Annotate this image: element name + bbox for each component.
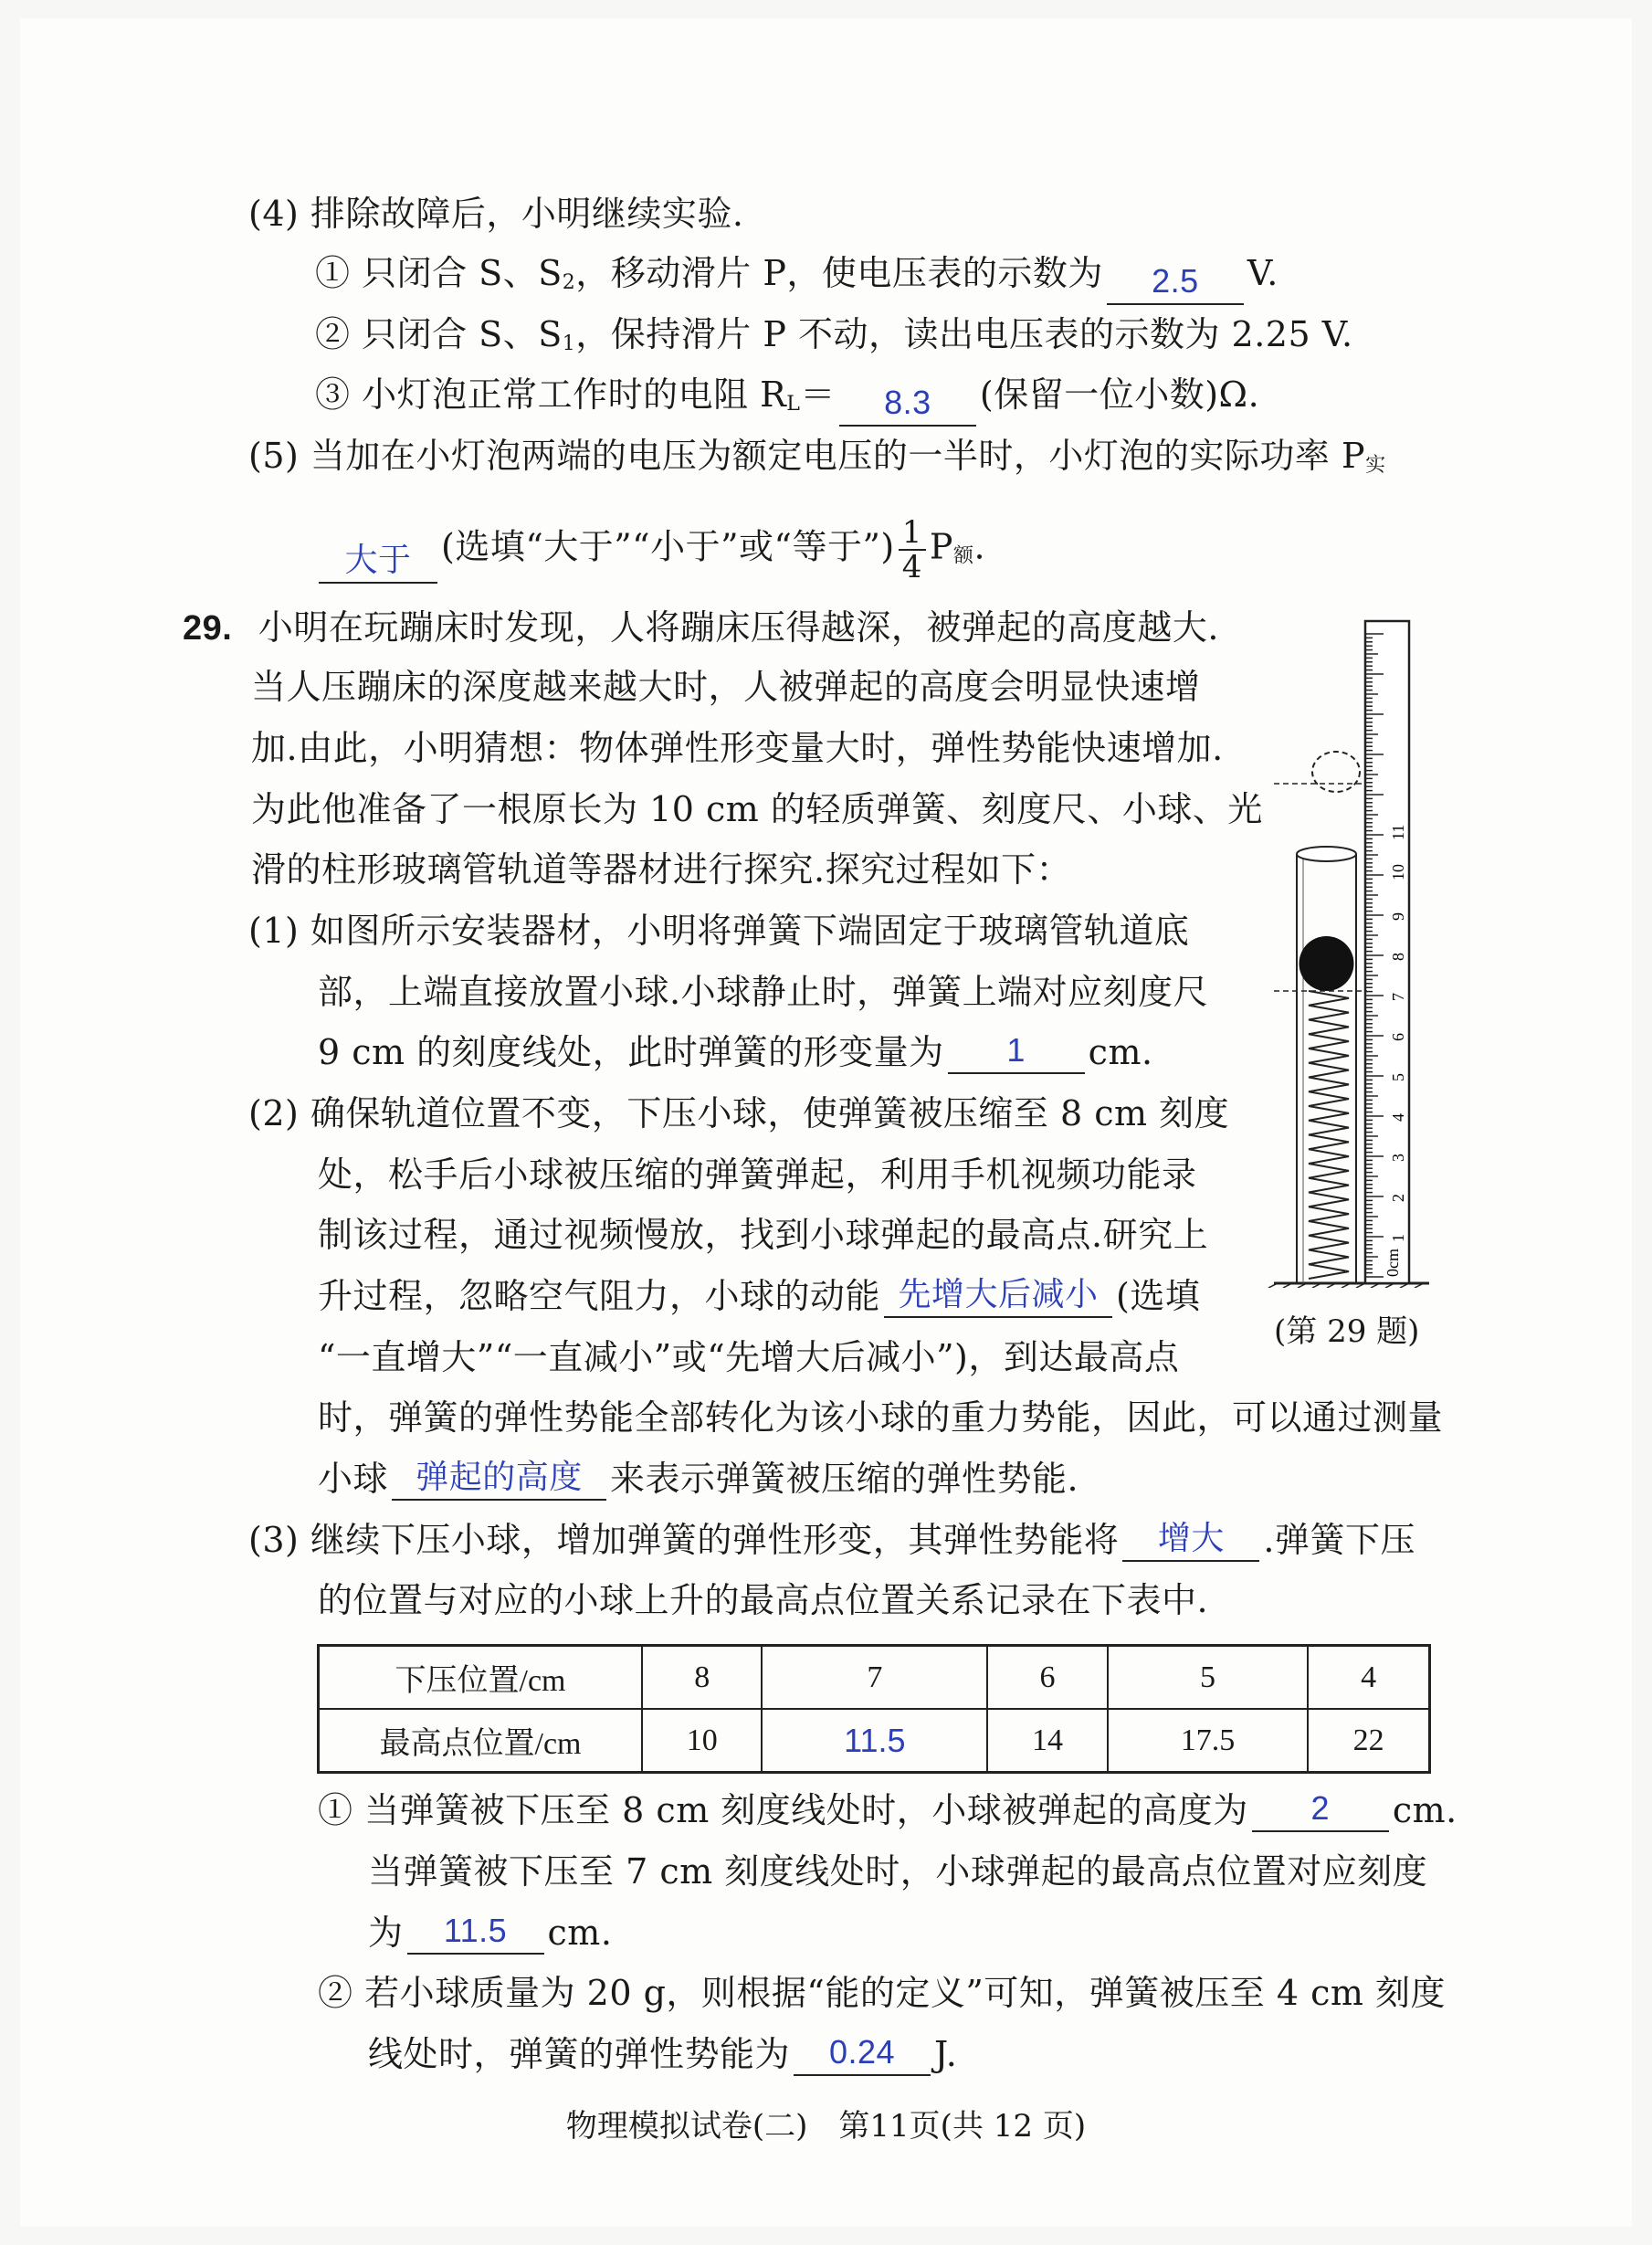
table-cell: 22 [1308,1709,1429,1773]
table-cell: 6 [987,1646,1107,1710]
q29-s2-line5: “一直增大”“一直减小”或“先增大后减小”)，到达最高点 [318,1337,1180,1377]
answer-blank: 先增大后减小 [884,1276,1112,1318]
table-row [319,1646,1430,1710]
answer-blank: 弹起的高度 [392,1459,606,1501]
ruler-number: 3 [1389,1154,1407,1162]
ball [1300,936,1354,991]
q29-s1-line2: 部，上端直接放置小球.小球静止时，弹簧上端对应刻度尺 [318,972,1209,1012]
q29-line5: 滑的柱形玻璃管轨道等器材进行探究.探究过程如下： [251,849,1072,890]
q29-line1: 29. 小明在玩蹦床时发现，人将蹦床压得越深，被弹起的高度越大. [183,607,1220,648]
q29-s2-line7: 小球 弹起的高度 来表示弹簧被压缩的弹性势能. [318,1458,1079,1499]
ruler-number: 8 [1389,953,1407,961]
table-cell: 17.5 [1108,1709,1309,1773]
answer-blank: 1 [948,1032,1085,1074]
fraction: $\frac{1}{4}$ [899,516,926,584]
ruler-number: 10 [1389,864,1407,880]
table-header-cell: 最高点位置/cm [319,1709,643,1773]
q29-line2: 当人压蹦床的深度越来越大时，人被弹起的高度会明显快速增 [251,667,1201,707]
data-table [317,1644,1431,1774]
p4-step1: ① 只闭合 S、S2，移动滑片 P，使电压表的示数为 2.5 V. [315,251,1278,305]
answer-blank: 8.3 [839,385,976,427]
ruler-number: 1 [1389,1234,1407,1242]
table-row [319,1709,1430,1773]
table-answer-cell: 11.5 [762,1709,987,1773]
q29-s2-line2: 处，松手后小球被压缩的弹簧弹起，利用手机视频功能录 [318,1154,1197,1195]
q29-s2-line1: (2) 确保轨道位置不变，下压小球，使弹簧被压缩至 8 cm 刻度 [248,1093,1230,1133]
figure-caption: (第 29 题) [1274,1313,1420,1350]
ruler-number: 7 [1389,993,1407,1001]
p4-step3: ③ 小灯泡正常工作时的电阻 RL＝ 8.3 (保留一位小数)Ω. [315,373,1259,427]
answer-blank: 2 [1252,1790,1389,1832]
table-cell: 8 [642,1646,762,1710]
ruler-number: 4 [1389,1113,1407,1122]
spring [1309,991,1349,1279]
ruler-number: 9 [1389,912,1407,921]
p5-line2: 大于 (选填“大于”“小于”或“等于”) $\frac{1}{4}$ P额. [315,516,985,584]
table-cell: 14 [987,1709,1107,1773]
ruler-number: 6 [1389,1033,1407,1041]
table-cell: 7 [762,1646,987,1710]
q29-item1-line1: ① 当弹簧被下压至 8 cm 刻度线处时，小球被弹起的高度为 2 cm. [318,1789,1457,1830]
answer-blank: 2.5 [1107,263,1244,305]
answer-blank: 0.24 [794,2034,931,2076]
p5-line1: (5) 当加在小灯泡两端的电压为额定电压的一半时，小灯泡的实际功率 P实 [248,436,1386,477]
answer-blank: 大于 [319,542,437,584]
q29-s3-line1: (3) 继续下压小球，增加弹簧的弹性形变，其弹性势能将 增大 .弹簧下压 [248,1519,1416,1560]
ruler-number: 2 [1389,1194,1407,1202]
q29-s3-line2: 的位置与对应的小球上升的最高点位置关系记录在下表中. [318,1580,1209,1620]
q29-line3: 加.由此，小明猜想：物体弹性形变量大时，弹性势能快速增加. [251,728,1224,768]
p4-intro: (4) 排除故障后，小明继续实验. [248,194,744,234]
table-cell: 10 [642,1709,762,1773]
p4-step2: ② 只闭合 S、S1，保持滑片 P 不动，读出电压表的示数为 2.25 V. [315,314,1353,355]
q29-item1-line2: 当弹簧被下压至 7 cm 刻度线处时，小球弹起的最高点位置对应刻度 [368,1851,1428,1892]
ruler-spring-figure [1265,612,1447,1288]
q29-line4: 为此他准备了一根原长为 10 cm 的轻质弹簧、刻度尺、小球、光 [251,789,1263,829]
ruler-number: 11 [1389,824,1407,840]
q29-s2-line4: 升过程，忽略空气阻力，小球的动能 先增大后减小 (选填 [318,1275,1201,1316]
answer-blank: 增大 [1122,1520,1259,1562]
tube-top-rim [1297,847,1356,861]
ruler-number: 5 [1389,1073,1407,1081]
q29-item1-line3: 为 11.5 cm. [368,1912,613,1953]
q29-item2-line2: 线处时，弹簧的弹性势能为 0.24 J. [368,2033,958,2074]
table-cell: 4 [1308,1646,1429,1710]
q29-s2-line3: 制该过程，通过视频慢放，找到小球弹起的最高点.研究上 [318,1215,1209,1255]
q29-s1-line1: (1) 如图所示安装器材，小明将弹簧下端固定于玻璃管轨道底 [248,911,1190,951]
ruler-zero-label: 0cm [1384,1249,1402,1277]
table-header-cell: 下压位置/cm [319,1646,643,1710]
table-cell: 5 [1108,1646,1309,1710]
ball-highest-position [1312,752,1360,792]
q29-item2-line1: ② 若小球质量为 20 g，则根据“能的定义”可知，弹簧被压至 4 cm 刻度 [318,1973,1447,2013]
answer-blank: 11.5 [407,1913,544,1955]
page-footer: 物理模拟试卷(二) 第11页(共 12 页) [565,2108,1087,2145]
question-number: 29. [183,609,233,648]
q29-s2-line6: 时，弹簧的弹性势能全部转化为该小球的重力势能，因此，可以通过测量 [318,1397,1444,1438]
q29-s1-line3: 9 cm 的刻度线处，此时弹簧的形变量为 1 cm. [318,1031,1153,1072]
